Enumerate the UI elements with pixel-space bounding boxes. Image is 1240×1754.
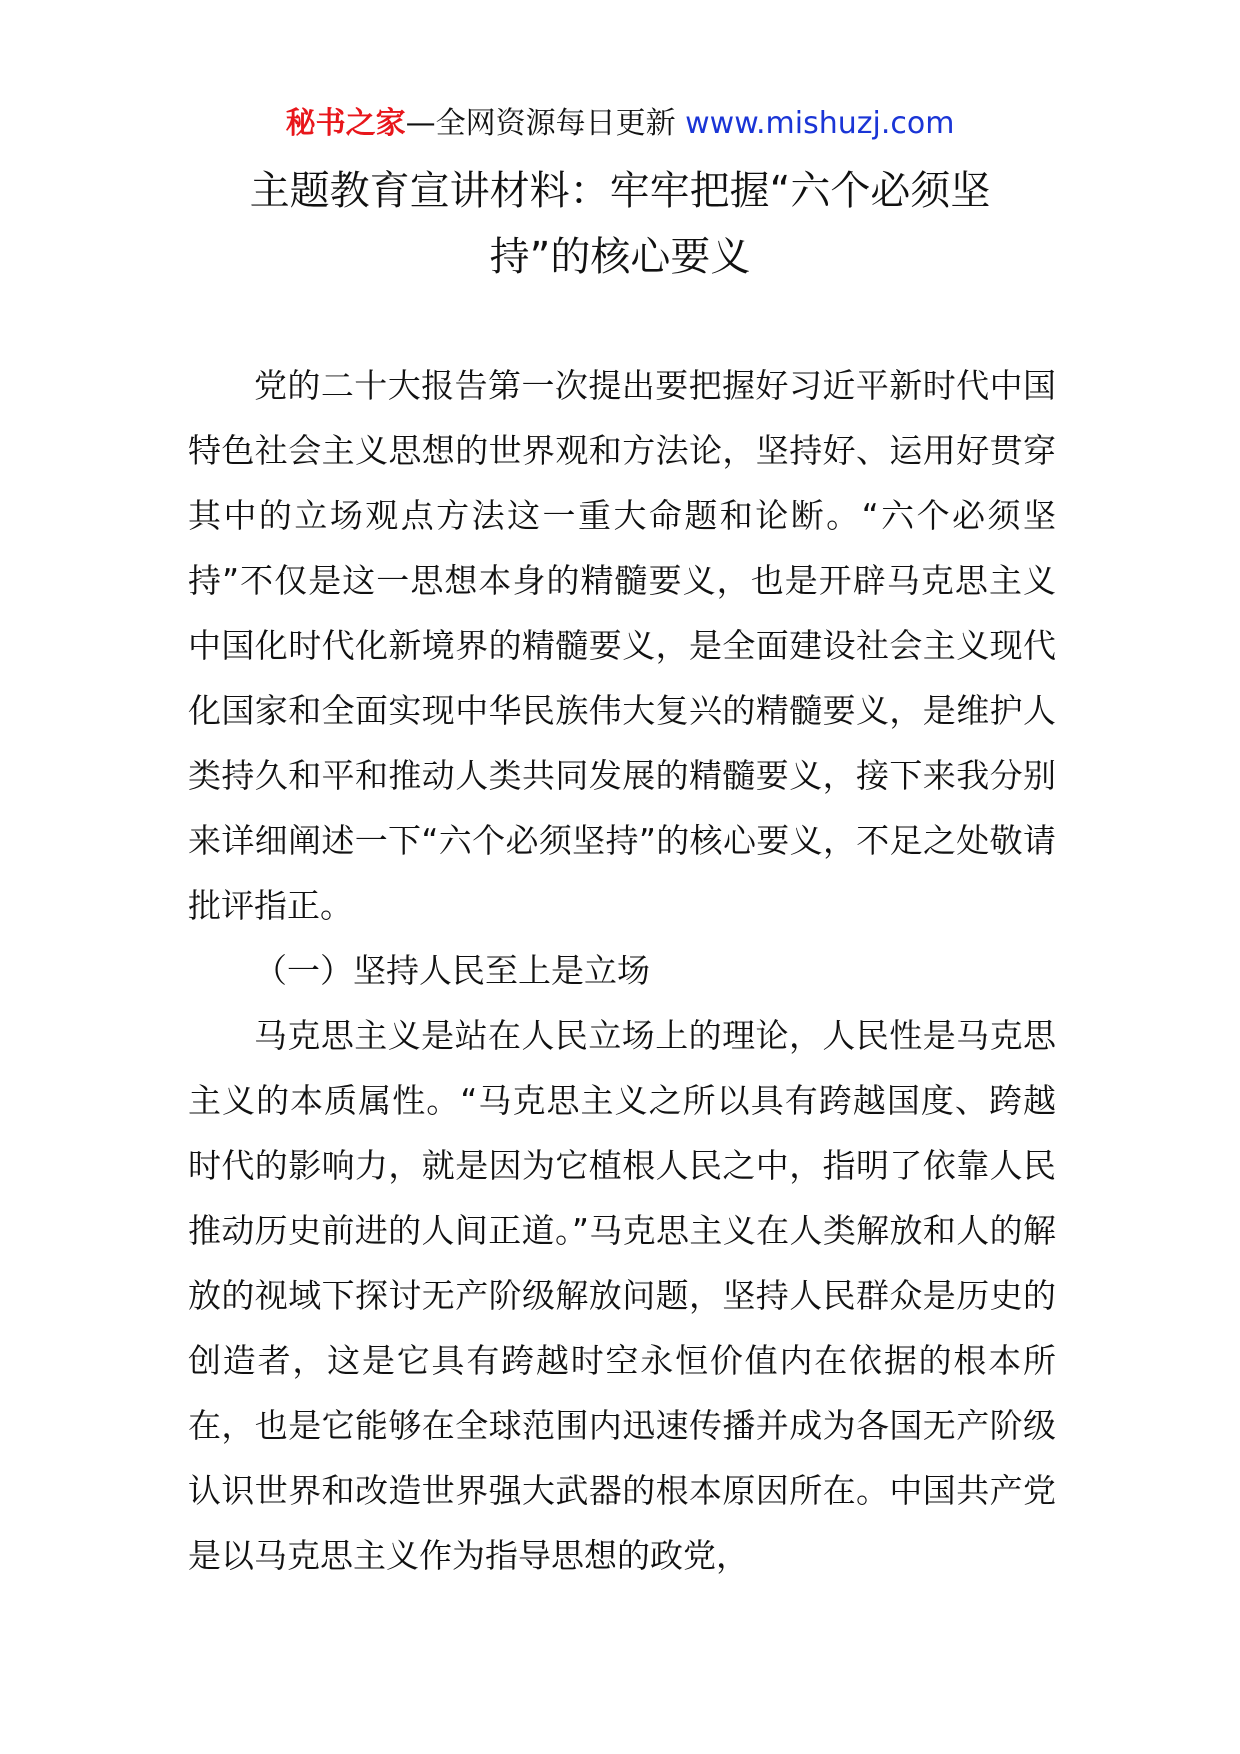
section-heading-1: （一）坚持人民至上是立场 (254, 951, 650, 990)
brand-name: 秘书之家 (285, 106, 406, 141)
header-tagline: —全网资源每日更新 (405, 106, 686, 141)
title-line-2: 持”的核心要义 (489, 234, 751, 280)
site-header (0, 100, 1240, 148)
paragraph-intro: 党的二十大报告第一次提出要把握好习近平新时代中国特色社会主义思想的世界观和方法论，坚持好、运用好贯穿其中的立场观点方法这一重大命题和论断。“六个必须坚持”不仅是这一思想本身的精髓要义，也是开辟马克思主义中国化时代化新境界的精髓要义，是全面建设社会主义现代化国家和全面实现中华民族伟大复兴的精髓要义，是维护人类持久和平和推动人类共同发展的精髓要义，接下来我分别来详细阐述一下“六个必须坚持”的核心要义，不足之处敬请批评指正。 (188, 366, 1056, 925)
document-body (188, 353, 1056, 1588)
paragraph-section-1: 马克思主义是站在人民立场上的理论，人民性是马克思主义的本质属性。“马克思主义之所以具有跨越国度、跨越时代的影响力，就是因为它植根人民之中，指明了依靠人民推动历史前进的人间正道。”马克思主义在人类解放和人的解放的视域下探讨无产阶级解放问题，坚持人民群众是历史的创造者，这是它具有跨越时空永恒价值内在依据的根本所在，也是它能够在全球范围内迅速传播并成为各国无产阶级认识世界和改造世界强大武器的根本原因所在。中国共产党是以马克思主义作为指导思想的政党， (188, 1016, 1056, 1575)
title-line-1: 主题教育宣讲材料：牢牢把握“六个必须坚 (249, 168, 991, 214)
document-title (160, 158, 1080, 290)
site-url-link[interactable]: www.mishuzj.com (685, 106, 955, 141)
